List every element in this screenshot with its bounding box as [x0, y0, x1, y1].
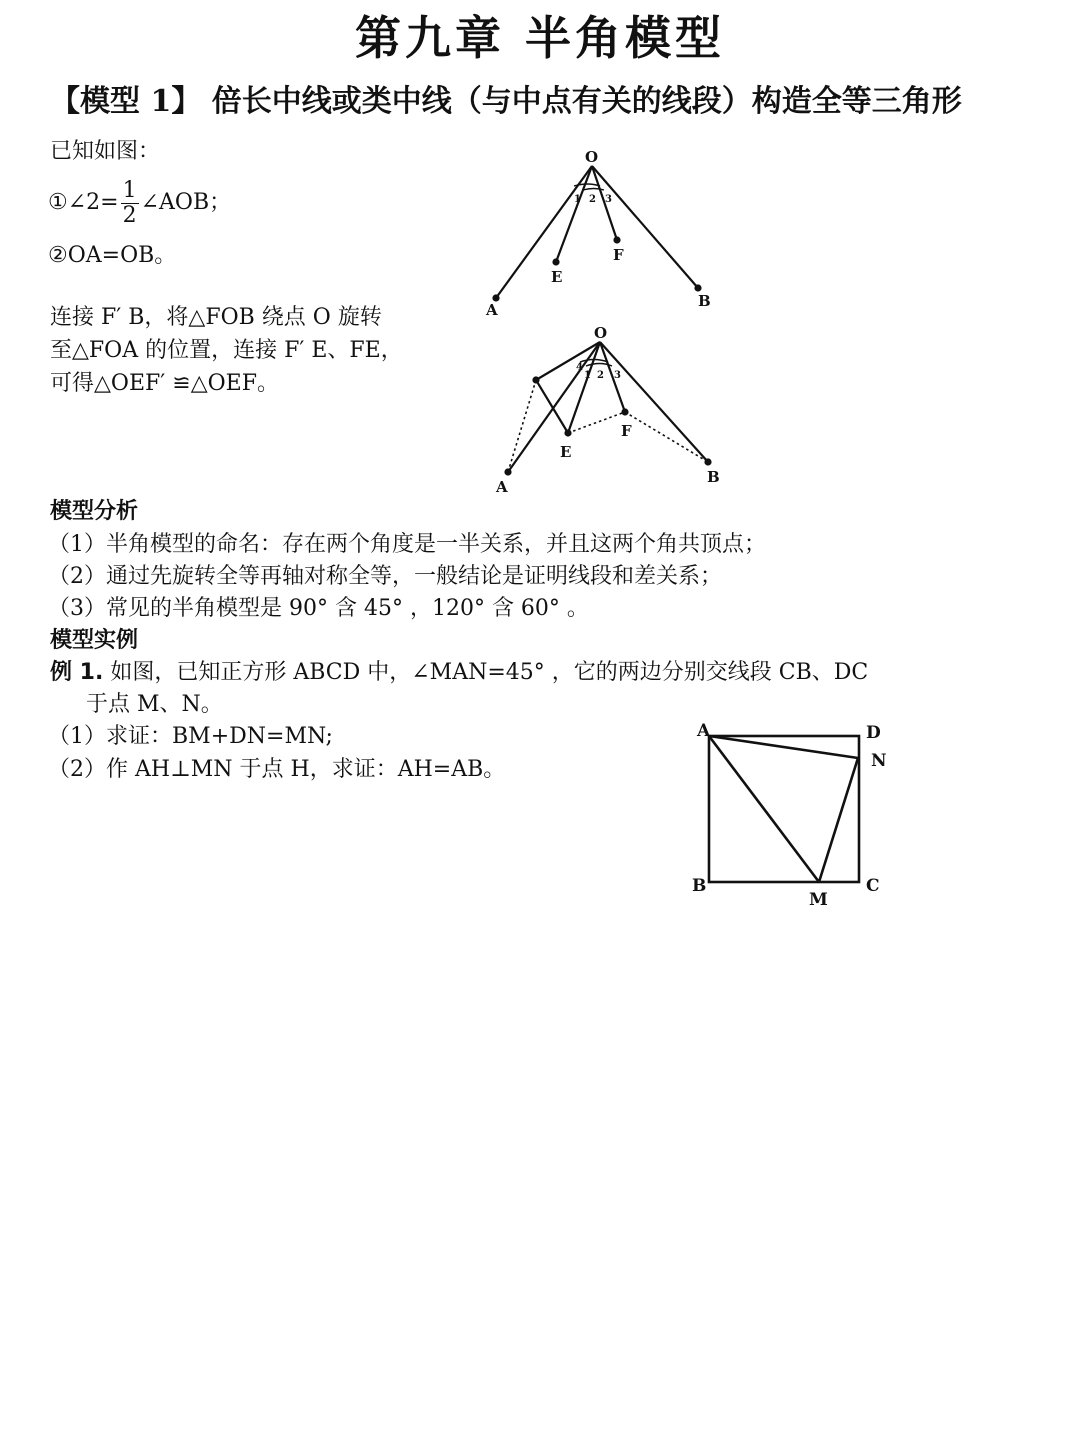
- point-F: [623, 410, 628, 415]
- dotted-segments: [508, 380, 708, 472]
- segment-AM: [709, 736, 819, 882]
- figure-1: [494, 166, 701, 301]
- square-ABCD: [709, 736, 859, 882]
- label-O: O: [585, 148, 599, 166]
- point-Fprime: [534, 378, 539, 383]
- label-F: F: [613, 246, 624, 264]
- example-1-label: 例 1.: [50, 660, 104, 685]
- construction-line-2: 至△FOA 的位置，连接 F′ E、FE，: [50, 338, 403, 363]
- label-angle-3: 3: [614, 370, 621, 381]
- example-1-text: 如图，已知正方形 ABCD 中，∠MAN=45° ，它的两边分别交线段 CB、DC: [110, 660, 869, 685]
- segment-OE: [556, 166, 592, 262]
- label-D: D: [866, 723, 881, 743]
- fraction-denominator: 2: [122, 202, 137, 228]
- construction-line-1: 连接 F′ B，将△FOB 绕点 O 旋转: [50, 305, 382, 330]
- known-intro: 已知如图：: [50, 139, 161, 164]
- point-F: [615, 238, 620, 243]
- label-C: C: [866, 876, 880, 896]
- example-1-line-1: [50, 657, 868, 689]
- label-angle-2: 2: [589, 194, 596, 205]
- label-angle-1: 1: [574, 194, 581, 205]
- segment-OB: [592, 166, 698, 288]
- label-A: A: [496, 478, 508, 496]
- model-heading: 【模型 1】 倍长中线或类中线（与中点有关的线段）构造全等三角形: [50, 84, 962, 119]
- figure-2: [506, 342, 711, 475]
- label-angle-3: 3: [605, 194, 612, 205]
- label-B: B: [692, 876, 707, 896]
- point-E: [554, 260, 559, 265]
- label-B: B: [698, 292, 711, 310]
- label-A: A: [486, 301, 498, 319]
- condition-1-prefix: ①∠2=: [48, 190, 119, 215]
- segment-OE: [568, 342, 600, 433]
- label-N: N: [871, 751, 887, 771]
- analysis-item-3: （3）常见的半角模型是 90° 含 45° ，120° 含 60° 。: [48, 596, 589, 621]
- label-angle-2: 2: [597, 370, 604, 381]
- label-O: O: [594, 324, 608, 342]
- point-A: [494, 296, 499, 301]
- segment-EF: [568, 412, 625, 433]
- label-M: M: [809, 890, 828, 910]
- point-A: [506, 470, 511, 475]
- example-1-question-1: （1）求证：BM+DN=MN;: [48, 724, 333, 749]
- construction-line-3: 可得△OEF′ ≌△OEF。: [50, 371, 279, 396]
- condition-1-suffix: ∠AOB；: [140, 190, 232, 215]
- point-E: [566, 431, 571, 436]
- analysis-item-2: （2）通过先旋转全等再轴对称全等，一般结论是证明线段和差关系；: [48, 564, 722, 589]
- examples-heading: 模型实例: [50, 628, 139, 653]
- label-angle-4: 4: [576, 362, 583, 373]
- segment-MN: [819, 758, 858, 882]
- example-1-line-2: 于点 M、N。: [86, 692, 223, 717]
- point-B: [696, 286, 701, 291]
- segment-OB: [600, 342, 708, 462]
- segment-OA: [508, 342, 600, 472]
- segment-FB: [625, 412, 708, 462]
- label-A: A: [697, 721, 711, 741]
- fraction-numerator: 1: [122, 177, 137, 203]
- condition-2: ②OA=OB。: [48, 243, 177, 268]
- segment-AN: [709, 736, 858, 758]
- label-E: E: [551, 268, 563, 286]
- analysis-item-1: （1）半角模型的命名：存在两个角度是一半关系，并且这两个角共顶点；: [48, 532, 766, 557]
- point-B: [706, 460, 711, 465]
- label-B: B: [707, 468, 720, 486]
- analysis-heading: 模型分析: [50, 499, 139, 524]
- label-F: F: [621, 422, 632, 440]
- angle-arc-2: [583, 189, 604, 191]
- segment-FprimeA: [508, 380, 536, 472]
- figure-3: [709, 736, 859, 882]
- example-1-question-2: （2）作 AH⊥MN 于点 H，求证：AH=AB。: [48, 757, 506, 782]
- chapter-title: 第九章 半角模型: [354, 11, 725, 65]
- label-angle-1: 1: [584, 370, 591, 381]
- label-E: E: [560, 443, 572, 461]
